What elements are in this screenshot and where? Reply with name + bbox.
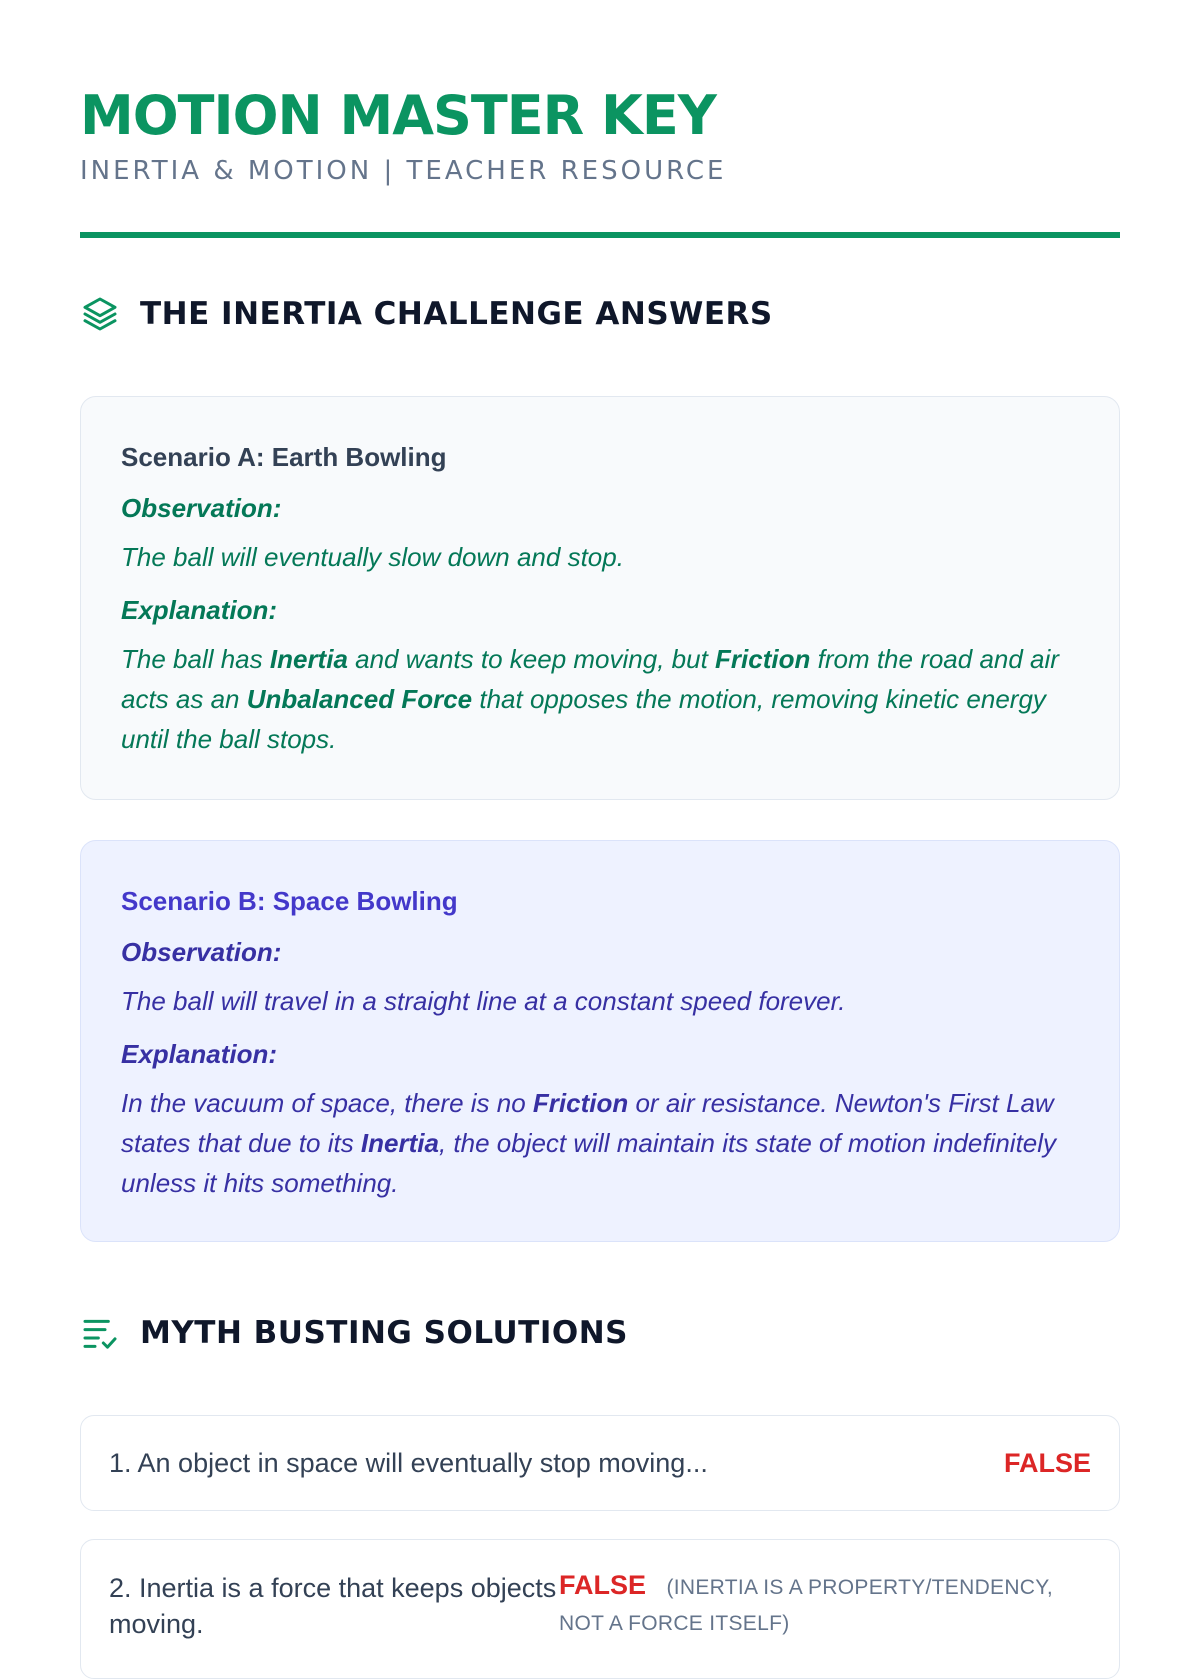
explanation-text: The ball has Inertia and wants to keep moving, but Friction from the road and air acts as an Unbalanced Force that opposes the motion, removing kinetic energy until the ball stops. [121, 644, 1059, 754]
verdict-group [559, 1570, 1079, 1642]
myth-statement: 1. An object in space will eventually stop moving... [109, 1448, 708, 1478]
verdict-badge: FALSE [559, 1570, 647, 1600]
explanation-text: In the vacuum of space, there is no Friction or air resistance. Newton's First Law states that due to its Inertia, the object will maintain its state of motion indefinitely unless it hits something. [121, 1088, 1057, 1198]
term-unbalanced-force: Unbalanced Force [246, 684, 473, 714]
scenario-b-card [80, 840, 1120, 1242]
observation-text: The ball will travel in a straight line at a constant speed forever. [121, 986, 846, 1016]
myth-row [80, 1415, 1120, 1511]
scenario-a-title: Scenario A: Earth Bowling [121, 442, 447, 472]
term-inertia: Inertia [360, 1128, 439, 1158]
observation-label: Observation: [121, 937, 282, 967]
section-header-myth-busting [80, 1313, 1120, 1353]
section-title: MYTH BUSTING SOLUTIONS [140, 1315, 628, 1351]
myth-statement: 2. Inertia is a force that keeps objects moving. [109, 1573, 557, 1639]
term-friction: Friction [532, 1088, 629, 1118]
section-header-inertia-challenge [80, 294, 1120, 334]
scenario-b-title: Scenario B: Space Bowling [121, 886, 458, 916]
explanation-label: Explanation: [121, 1039, 278, 1069]
layers-icon [80, 294, 120, 334]
myth-row [80, 1539, 1120, 1679]
verdict-badge: FALSE [1003, 1447, 1091, 1478]
page-title: MOTION MASTER KEY [80, 84, 716, 147]
verdict-note: (INERTIA IS A PROPERTY/TENDENCY, NOT A FORCE ITSELF) [559, 1576, 1054, 1635]
page-subtitle: INERTIA & MOTION | TEACHER RESOURCE [80, 156, 727, 186]
scenario-a-card [80, 396, 1120, 800]
observation-label: Observation: [121, 493, 282, 523]
title-divider [80, 232, 1120, 238]
checklist-icon [80, 1313, 120, 1353]
term-friction: Friction [715, 644, 811, 674]
term-inertia: Inertia [269, 644, 348, 674]
section-title: THE INERTIA CHALLENGE ANSWERS [140, 296, 773, 332]
explanation-label: Explanation: [121, 595, 278, 625]
observation-text: The ball will eventually slow down and stop. [121, 542, 624, 572]
